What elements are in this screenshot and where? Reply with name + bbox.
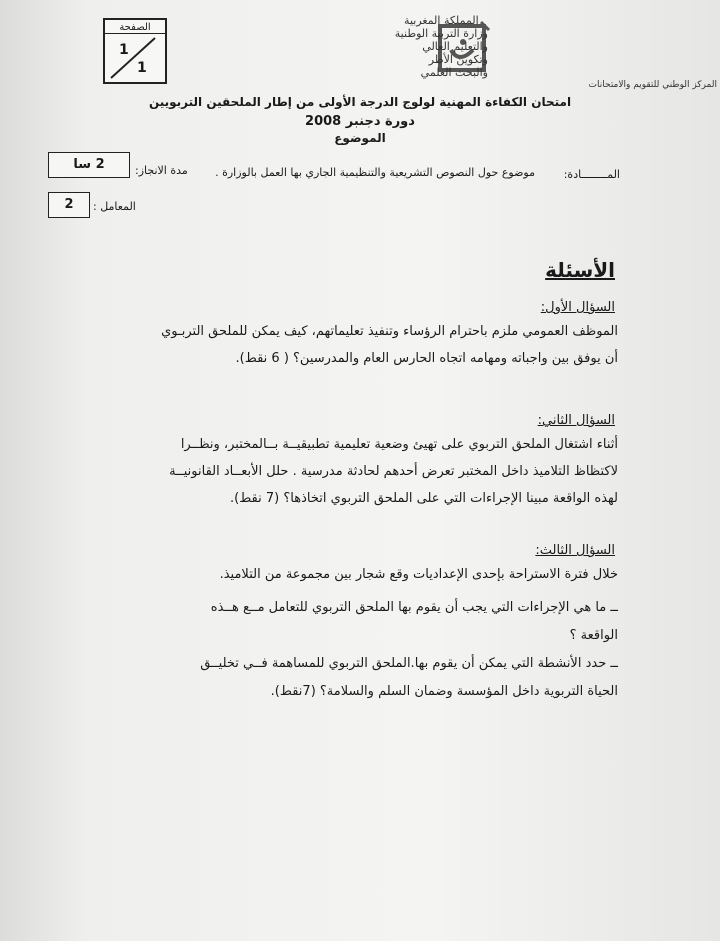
ministry-line: وتكوين الأطر: [428, 53, 488, 66]
ministry-line: وزارة التربية الوطنية: [394, 27, 488, 40]
questions-title: الأسئلة: [545, 258, 615, 282]
coefficient-label: المعامل :: [93, 200, 136, 213]
material-value: موضوع حول النصوص التشريعية والتنظيمية الجاري بها العمل بالوزارة .: [215, 166, 535, 179]
ministry-line: المملكة المغربية: [404, 14, 479, 27]
question-2-line: لاكتظاظ التلاميذ داخل المختبر تعرض أحدهم لحادثة مدرسية . حلل الأبعــاد القانونيــة: [169, 464, 618, 479]
exam-title: امتحان الكفاءة المهنية لولوج الدرجة الأولى من إطار الملحقين التربويين: [148, 95, 572, 109]
question-1-heading: السؤال الأول:: [540, 300, 615, 315]
page-total: 1: [137, 60, 147, 76]
subject-heading: الموضوع: [334, 131, 386, 145]
question-2-line: أثناء اشتغال الملحق التربوي على تهيئ وضعية تعليمية تطبيقيــة بــالمختبر، ونظــرا: [180, 437, 618, 452]
exam-session: دورة دجنبر 2008: [305, 114, 415, 129]
coefficient-value: 2: [48, 192, 90, 218]
duration-value: 2 سا: [48, 152, 130, 178]
question-2-heading: السؤال الثاني:: [537, 413, 615, 428]
page-box-divider: [105, 20, 165, 82]
ministry-name: [395, 14, 488, 79]
question-3-heading: السؤال الثالث:: [535, 543, 615, 558]
question-3-line: ــ ما هي الإجراءات التي يجب أن يقوم بها الملحق التربوي للتعامل مــع هــذه: [210, 600, 618, 615]
question-3-line: الواقعة ؟: [569, 628, 618, 643]
ministry-line: والبحث العلمي: [420, 66, 488, 79]
question-1-line: أن يوفق بين واجباته ومهامه اتجاه الحارس العام والمدرسين؟ ( 6 نقط).: [235, 351, 618, 366]
evaluation-center-name: المركز الوطني للتقويم والامتحانات: [588, 80, 717, 90]
page-current: 1: [119, 42, 129, 58]
page-number-box: [103, 18, 167, 84]
material-label: المــــــــادة:: [563, 168, 620, 181]
question-3-line: خلال فترة الاستراحة بإحدى الإعداديات وقع شجار بين مجموعة من التلاميذ.: [219, 567, 618, 582]
question-3-line: ــ حدد الأنشطة التي يمكن أن يقوم بها.الملحق التربوي للمساهمة فــي تخليــق: [200, 656, 618, 671]
question-3-line: الحياة التربوية داخل المؤسسة وضمان السلم والسلامة؟ (7نقط).: [270, 684, 618, 699]
question-2-line: لهذه الواقعة مبينا الإجراءات التي على الملحق التربوي اتخاذها؟ (7 نقط).: [230, 491, 618, 506]
question-1-line: الموظف العمومي ملزم باحترام الرؤساء وتنفيذ تعليماتهم، كيف يمكن للملحق التربـوي: [161, 324, 618, 339]
page-box-label: الصفحة: [105, 22, 165, 34]
duration-label: مدة الانجاز:: [135, 164, 188, 177]
ministry-line: والتعليم العالي: [422, 40, 488, 53]
